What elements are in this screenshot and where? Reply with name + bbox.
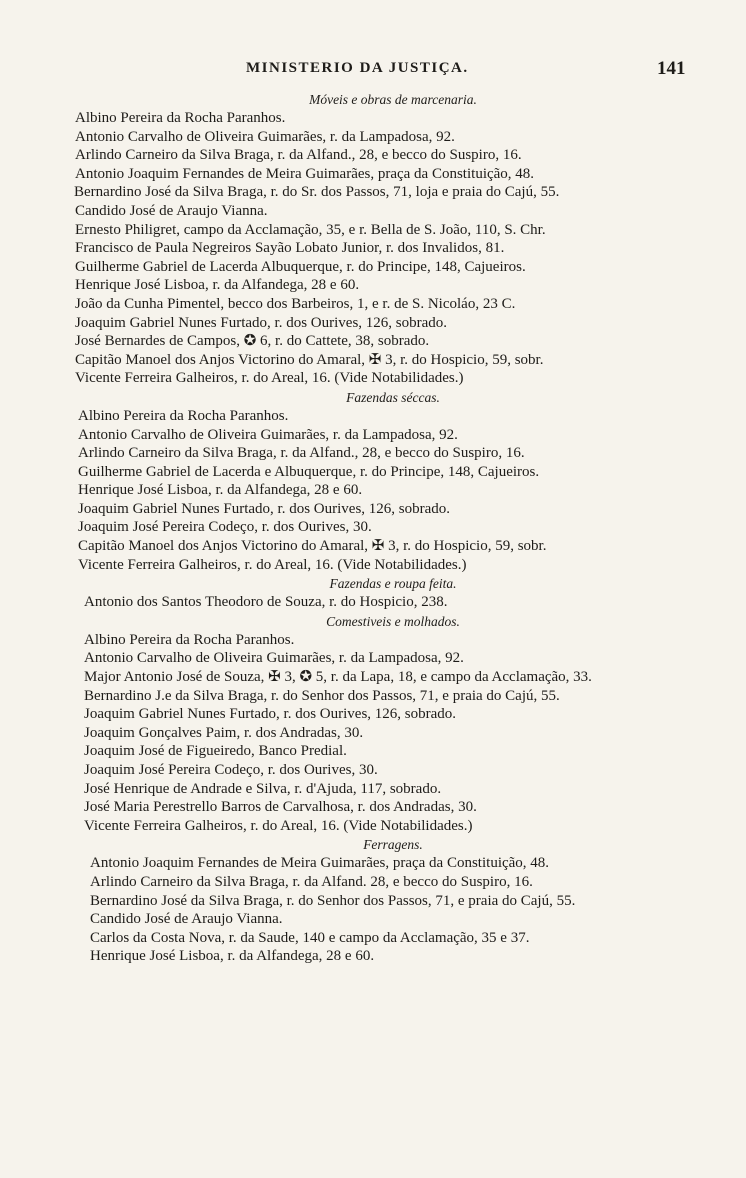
list-item: Arlindo Carneiro da Silva Braga, r. da Alfand. 28, e becco do Suspiro, 16. <box>90 873 533 890</box>
directory-content <box>0 90 746 966</box>
list-item: Vicente Ferreira Galheiros, r. do Areal, 16. (Vide Notabilidades.) <box>84 817 473 834</box>
section-heading: Comestiveis e molhados. <box>326 613 460 629</box>
list-item: Arlindo Carneiro da Silva Braga, r. da Alfand., 28, e becco do Suspiro, 16. <box>78 445 525 462</box>
list-item: Albino Pereira da Rocha Paranhos. <box>75 110 286 126</box>
section-comestiveis <box>0 612 746 836</box>
list-item: Albino Pereira da Rocha Paranhos. <box>78 407 289 424</box>
list-item: José Bernardes de Campos, ✪ 6, r. do Cattete, 38, sobrado. <box>75 333 430 350</box>
list-item: Capitão Manoel dos Anjos Victorino do Amaral, ✠ 3, r. do Hospicio, 59, sobr. <box>78 538 547 555</box>
list-item: Joaquim Gabriel Nunes Furtado, r. dos Ourives, 126, sobrado. <box>84 706 457 723</box>
list-item: Henrique José Lisboa, r. da Alfandega, 28 e 60. <box>75 277 360 294</box>
list-item: João da Cunha Pimentel, becco dos Barbeiros, 1, e r. de S. Nicoláo, 23 C. <box>75 295 516 312</box>
list-item: Henrique José Lisboa, r. da Alfandega, 28 e 60. <box>78 482 363 499</box>
section-ferragens <box>0 835 746 966</box>
list-item: Vicente Ferreira Galheiros, r. do Areal, 16. (Vide Notabilidades.) <box>75 370 464 387</box>
list-item: José Henrique de Andrade e Silva, r. d'Ajuda, 117, sobrado. <box>84 780 442 797</box>
list-item: Albino Pereira da Rocha Paranhos. <box>84 631 295 648</box>
list-item: Joaquim Gonçalves Paim, r. dos Andradas, 30. <box>84 724 364 741</box>
list-item: Bernardino José da Silva Braga, r. do Sr. dos Passos, 71, loja e praia do Cajú, 55. <box>74 184 560 201</box>
page-number: 141 <box>657 58 686 79</box>
list-item: José Maria Perestrello Barros de Carvalhosa, r. dos Andradas, 30. <box>84 799 477 816</box>
list-item: Antonio Joaquim Fernandes de Meira Guimarães, praça da Constituição, 48. <box>90 855 550 872</box>
section-fazendas-seccas <box>0 388 746 574</box>
page-header <box>0 58 746 84</box>
list-item: Candido José de Araujo Vianna. <box>75 202 268 219</box>
list-item: Carlos da Costa Nova, r. da Saude, 140 e campo da Acclamação, 35 e 37. <box>90 929 530 946</box>
list-item: Joaquim Gabriel Nunes Furtado, r. dos Ourives, 126, sobrado. <box>75 314 448 331</box>
list-item: Antonio dos Santos Theodoro de Souza, r. do Hospicio, 238. <box>84 594 448 611</box>
list-item: Ernesto Philigret, campo da Acclamação, 35, e r. Bella de S. João, 110, S. Chr. <box>75 221 546 238</box>
list-item: Guilherme Gabriel de Lacerda e Albuquerque, r. do Principe, 148, Cajueiros. <box>78 463 540 480</box>
list-item: Antonio Joaquim Fernandes de Meira Guimarães, praça da Constituição, 48. <box>75 165 535 182</box>
list-item: Guilherme Gabriel de Lacerda Albuquerque, r. do Principe, 148, Cajueiros. <box>75 258 526 275</box>
list-item: Joaquim José de Figueiredo, Banco Predial. <box>84 743 347 760</box>
list-item: Henrique José Lisboa, r. da Alfandega, 28 e 60. <box>90 948 375 965</box>
section-fazendas-roupa <box>0 574 746 612</box>
list-item: Candido José de Araujo Vianna. <box>90 911 283 928</box>
section-moveis <box>0 90 746 388</box>
list-item: Major Antonio José de Souza, ✠ 3, ✪ 5, r. da Lapa, 18, e campo da Acclamação, 33. <box>84 669 592 686</box>
list-item: Bernardino José da Silva Braga, r. do Senhor dos Passos, 71, e praia do Cajú, 55. <box>90 892 576 909</box>
list-item: Francisco de Paula Negreiros Sayão Lobato Junior, r. dos Invalidos, 81. <box>75 240 505 257</box>
list-item: Antonio Carvalho de Oliveira Guimarães, r. da Lampadosa, 92. <box>84 650 464 667</box>
list-item: Joaquim Gabriel Nunes Furtado, r. dos Ourives, 126, sobrado. <box>78 500 451 517</box>
section-heading: Ferragens. <box>363 837 423 853</box>
section-heading: Fazendas e roupa feita. <box>329 576 457 592</box>
list-item: Joaquim José Pereira Codeço, r. dos Ourives, 30. <box>78 519 372 536</box>
list-item: Capitão Manoel dos Anjos Victorino do Amaral, ✠ 3, r. do Hospicio, 59, sobr. <box>75 351 544 368</box>
section-heading: Fazendas séccas. <box>346 389 440 405</box>
list-item: Bernardino J.e da Silva Braga, r. do Senhor dos Passos, 71, e praia do Cajú, 55. <box>84 687 560 704</box>
section-heading: Móveis e obras de marcenaria. <box>309 92 477 107</box>
page-title: MINISTERIO DA JUSTIÇA. <box>246 60 469 76</box>
list-item: Antonio Carvalho de Oliveira Guimarães, r. da Lampadosa, 92. <box>78 426 458 443</box>
list-item: Vicente Ferreira Galheiros, r. do Areal, 16. (Vide Notabilidades.) <box>78 556 467 573</box>
list-item: Joaquim José Pereira Codeço, r. dos Ourives, 30. <box>84 762 378 778</box>
list-item: Arlindo Carneiro da Silva Braga, r. da Alfand., 28, e becco do Suspiro, 16. <box>75 147 522 164</box>
list-item: Antonio Carvalho de Oliveira Guimarães, r. da Lampadosa, 92. <box>75 128 455 145</box>
